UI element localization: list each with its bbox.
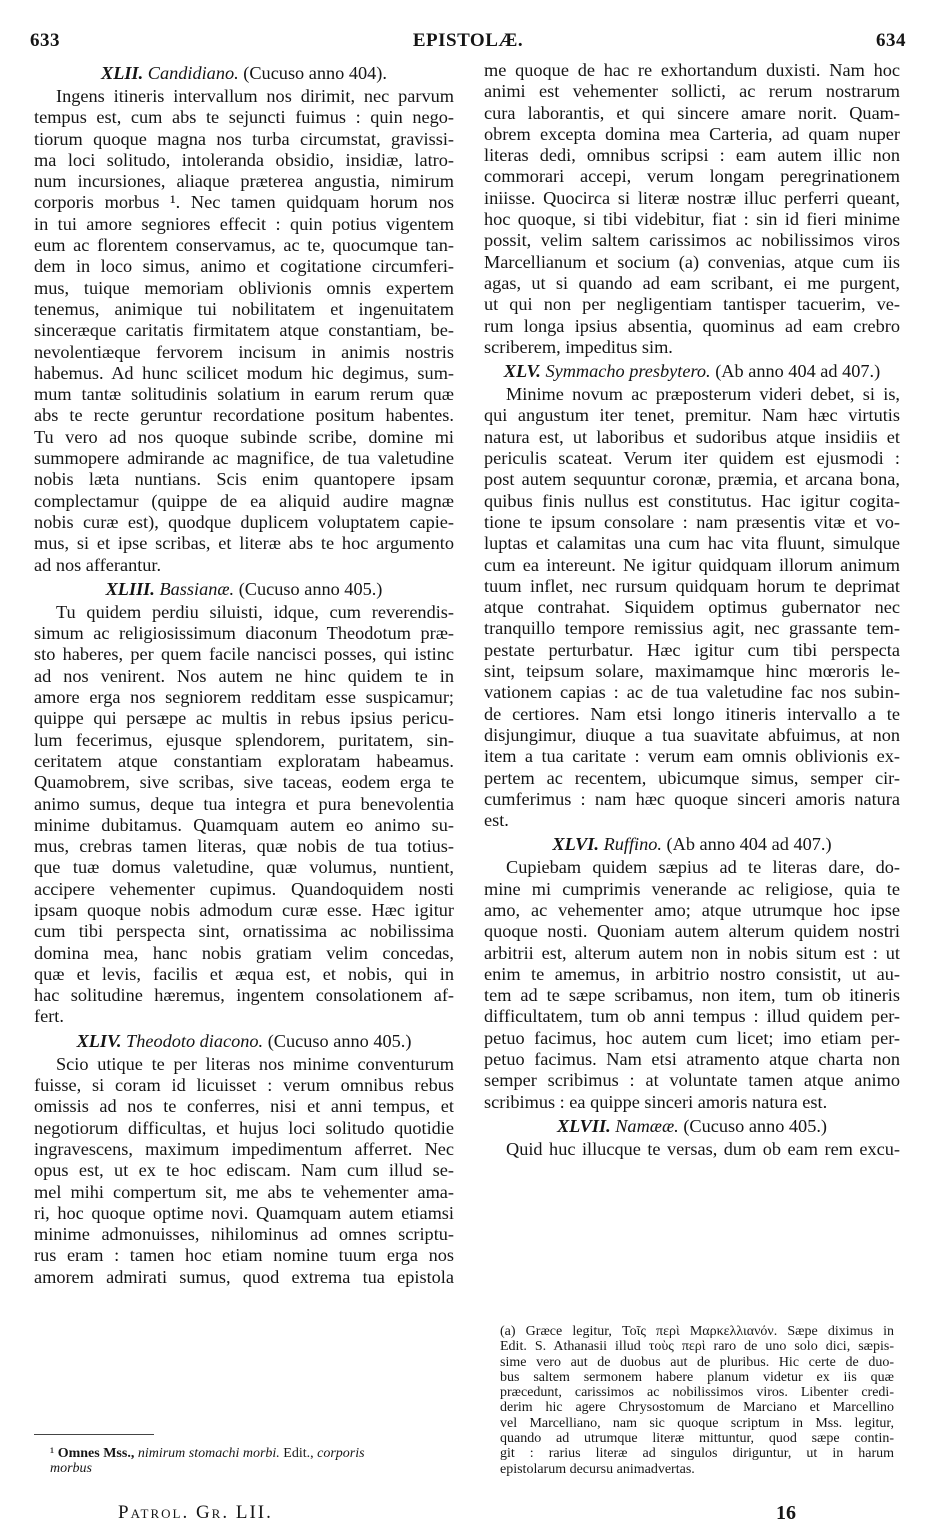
text-line: dem in loco simus, animo et cogitatione circumferi- xyxy=(34,256,454,277)
text-line: hoc quoque, si tibi videbitur, fiat : sin id fieri minime xyxy=(484,209,900,230)
text-line: luptas et calamitas una cum hac vita fluunt, simulque xyxy=(484,533,900,554)
text-line: fuisse, si coram id licuisset : verum omnibus rebus xyxy=(34,1075,454,1096)
text-line: ingravescens, maximum impedimentum afferret. Nec xyxy=(34,1138,454,1159)
text-line: Edit. S. Athanasii illud τοὺς περὶ raro de uno solo dici, sæpis- xyxy=(500,1339,894,1355)
text-line: nevolentiæque fervorem incisum in animis nostris xyxy=(34,341,454,362)
text-line: commorari accepi, verum longam peregrinationem xyxy=(484,166,900,187)
text-line: tenemus, animique tui nobilitatem et ingenuitatem xyxy=(34,298,454,319)
footnote-mark: ¹ xyxy=(50,1446,55,1461)
letter-number: XLIV. xyxy=(76,1030,122,1051)
text-line: mus, crebras tamen literas, quæ nobis de tua totius- xyxy=(34,836,454,857)
text-line: complectamur (quippe de ea aliquid audire magnæ xyxy=(34,490,454,511)
letter-title-xliii xyxy=(34,577,454,601)
left-column xyxy=(34,60,454,1288)
footnote-left xyxy=(50,1446,450,1477)
text-line: agas, ut si quando ad eam scribant, ei me purgent, xyxy=(484,272,900,293)
text-line: habemus. Ad hunc scilicet modum hic degimus, sum- xyxy=(34,362,454,383)
text-line: est. xyxy=(484,810,509,831)
text-line: omissis ad nos te conferres, nisi et anni tempus, et xyxy=(34,1096,454,1117)
text-line: quando ad utrumque literæ mittuntur, quod sæpe contin- xyxy=(500,1431,894,1447)
text-line: literas dedi, omnibus scripsi : eam autem illic non xyxy=(484,145,900,166)
text-line: (a) Græce legitur, Τοῖς περὶ Μαρκελλιανόν. Sæpe diximus in xyxy=(500,1324,894,1339)
letter-title-xlv xyxy=(484,359,900,383)
text-line: difficultatem, tum ob anni tempus : illud quidem per- xyxy=(484,1006,900,1027)
text-line: opus est, ut ex te hoc ediscam. Nam cum illud se- xyxy=(34,1160,454,1181)
letter-body-xlvii xyxy=(484,1139,900,1160)
text-line: animo sumus, deque tua integra et pura benevolentia xyxy=(34,793,454,814)
text-line: item a tua caritate : verum eam omnis oblivionis ex- xyxy=(484,746,900,767)
text-line: Scio utique te per literas nos minime conventurum xyxy=(56,1053,454,1074)
text-line: vationem capias : ac de tua valetudine fac nos subin- xyxy=(484,682,900,703)
text-line: ri, hoc quoque optime novi. Quamquam autem etiamsi xyxy=(34,1202,454,1223)
text-line: lum fecerimus, ejusque splendorem, puritatem, sin- xyxy=(34,729,454,750)
text-line: mine mi cumprimis venerande ac religiose, quia te xyxy=(484,878,900,899)
text-line: quæ et levis, facilis et æqua est, et nobis, qui in xyxy=(34,963,454,984)
letter-date: (Cucuso anno 405.) xyxy=(238,578,383,599)
text-line: cura laborantis, et qui sincere amare norit. Quam- xyxy=(484,102,900,123)
text-line: mel mihi compertum sit, me abs te vehementer ama- xyxy=(34,1181,454,1202)
text-line: Ingens itineris intervallum nos dirimit, nec parvum xyxy=(56,86,454,106)
page-number-right: 634 xyxy=(876,30,906,51)
text-line: fert. xyxy=(34,1006,64,1027)
letter-date: (Ab anno 404 ad 407.) xyxy=(715,361,881,382)
text-line: amorem admirati sumus, quod extrema tua epistola xyxy=(34,1266,454,1287)
text-line: semper scribimus : at voluntate tamen atque animo xyxy=(484,1070,900,1091)
text-line: me quoque de hac re exhortandum duxisti. Nam hoc xyxy=(484,60,900,80)
text-line: quoque nosti. Quoniam autem alterum quidem nostri xyxy=(484,921,900,942)
letter-date: (Cucuso anno 404). xyxy=(243,63,387,83)
text-line: sime vero aut de duobus aut de pluribus. Hic certe de duo- xyxy=(500,1354,894,1370)
letter-addressee: Theodoto diacono. xyxy=(126,1030,264,1051)
text-line: eum ac florentem conservamus, ac te, quocumque tan- xyxy=(34,235,454,256)
text-line: corporis morbus ¹. Nec tamen quidquam horum nos xyxy=(34,192,454,213)
text-line: mum tantæ solitudinis solatium in earum rerum quæ xyxy=(34,384,454,405)
text-line: tiorum quoque magna nos turba circumstat, gravissi- xyxy=(34,128,454,149)
letter-body-xliv xyxy=(34,1054,454,1288)
text-line: qui angustum iter tenet, premitur. Nam hæc virtutis xyxy=(484,405,900,426)
letter-date: (Cucuso anno 405.) xyxy=(267,1030,412,1051)
text-line: disjungimur, diuque a tua suavitate abfuimus, at non xyxy=(484,724,900,745)
text-line: Cupiebam quidem sæpius ad te literas dare, do- xyxy=(506,857,900,878)
text-line: accipere vehementer cupimus. Quandoquidem nosti xyxy=(34,878,454,899)
text-line: que tuæ domus valetudine, quæ volumus, nuntient, xyxy=(34,857,454,878)
letter-number: XLVII. xyxy=(556,1115,611,1136)
text-line: num incursiones, aliaque præterea angustia, nimirum xyxy=(34,171,454,192)
letter-body-xlvi xyxy=(484,857,900,1113)
letter-number: XLIII. xyxy=(105,578,155,599)
text-line: tione te ipsum consolare : nam præsentis vitæ et vo- xyxy=(484,511,900,532)
text-line: Tu quidem perdiu siluisti, idque, cum reverendis- xyxy=(56,601,454,622)
footnote-italic: morbus xyxy=(50,1461,93,1477)
running-title: EPISTOLÆ. xyxy=(412,30,524,51)
letter-addressee: Namææ. xyxy=(615,1115,679,1136)
text-line: cumferimus : nam hæc quoque sinceri amoris natura xyxy=(484,788,900,809)
text-line: quibus finis nullus est constitutus. Hac igitur cogita- xyxy=(484,490,900,511)
text-line: ut qui non per negligentiam tantisper tacuerim, ve- xyxy=(484,294,900,315)
text-line: post autem sequuntur coronæ, præmia, et arcana bona, xyxy=(484,469,900,490)
text-line: petuo facimus. Nam etsi atramento atque charta non xyxy=(484,1049,900,1070)
signature-mark-left: Patrol. Gr. LII. xyxy=(118,1502,273,1523)
text-line: amore erga nos segniorem redditam esse suspicamur; xyxy=(34,687,454,708)
text-line: pertem ac recentem, ubicumque simus, semper cir- xyxy=(484,767,900,788)
text-line: ad nos venirent. Nos autem ne hinc quidem te in xyxy=(34,665,454,686)
footnote-right xyxy=(500,1324,894,1477)
text-line: Marcellianum et socium (a) convenias, atque cum iis xyxy=(484,251,900,272)
letter-addressee: Ruffino. xyxy=(603,834,662,855)
letter-number: XLII. xyxy=(101,63,144,83)
text-line: mus, tuique memoriam oblivionis omnis expertem xyxy=(34,277,454,298)
text-line: enim te amemus, in arbitrio nostro consistit, ut au- xyxy=(484,963,900,984)
text-line: vel Marcelliano, nam sic quoque scriptum in Mss. legitur, xyxy=(500,1415,894,1431)
text-line: sint, teipsum solare, maximamque hinc mœroris le- xyxy=(484,661,900,682)
text-line: Quid huc illucque te versas, dum ob eam rem excu- xyxy=(506,1138,900,1159)
text-line: possit, velim saltem carissimos ac nobilissimos viros xyxy=(484,230,900,251)
letter-title-xlvi xyxy=(484,832,900,856)
text-line: ad nos afferantur. xyxy=(34,554,162,575)
text-line: mus, si et ipse scribas, et literæ abs te hoc argumento xyxy=(34,533,454,554)
footnote-rule-left xyxy=(34,1434,154,1435)
text-line: atque contrahat. Siquidem optimus gubernator nec xyxy=(484,597,900,618)
text-line: sto haberes, per quem facile nancisci posses, qui istinc xyxy=(34,644,454,665)
letter-title-xlvii xyxy=(484,1114,900,1138)
text-line: ipsam quoque nobis admodum curæ esse. Hæc igitur xyxy=(34,899,454,920)
text-line: quippe qui persæpe ac multis in rebus ipsius pericu- xyxy=(34,708,454,729)
text-line: git : rarius literæ ad singulos diriguntur, ut in harum xyxy=(500,1446,894,1462)
text-line: ma loci solitudo, intoleranda obsidio, insidiæ, latro- xyxy=(34,149,454,170)
right-column xyxy=(484,60,900,1160)
text-line: obrem excepta domina mea Carteria, ad quam nuper xyxy=(484,123,900,144)
text-line: rus eram : tamen hoc etiam nomine tuum erga nos xyxy=(34,1245,454,1266)
text-line: natura est, ut laboribus et sudoribus atque insidiis et xyxy=(484,426,900,447)
text-line: petuo facimus, hoc autem cum licet; imo etiam per- xyxy=(484,1027,900,1048)
footnote-italic: corporis xyxy=(317,1446,365,1461)
text-line: abs te recte geruntur recordatione positum habentes. xyxy=(34,405,454,426)
text-line: summopere admirande ac magnifice, de tua valetudine xyxy=(34,448,454,469)
text-line: tranquillo tempore remissius agit, nec grassante tem- xyxy=(484,618,900,639)
text-line: tem ad te sæpe scribamus, non item, tum ob itineris xyxy=(484,985,900,1006)
text-line: simum ac religiosissimum diaconum Theodotum præ- xyxy=(34,623,454,644)
letter-title-xlii xyxy=(34,61,454,85)
text-line: scriberem, impeditus sim. xyxy=(484,336,673,357)
footnote-italic: nimirum stomachi morbi. xyxy=(137,1446,280,1461)
letter-date: (Ab anno 404 ad 407.) xyxy=(666,834,832,855)
text-line: Quamobrem, sive scribas, sive taceas, eodem erga te xyxy=(34,772,454,793)
text-line: in tui amore segniores effecit : quin potius vigentem xyxy=(34,213,454,234)
text-line: periculis scateat. Verum iter quidem est ejusmodi : xyxy=(484,448,900,469)
text-line: ceritatem atque constantiam exploratam habeamus. xyxy=(34,750,454,771)
text-line: scribimus : ea quippe sinceri amoris natura est. xyxy=(484,1091,828,1112)
text-line: præcedunt, carissimos ac nobilissimos viros. Libenter credi- xyxy=(500,1385,894,1401)
text-line: cum ea intereunt. Ne igitur quidquam illorum animum xyxy=(484,554,900,575)
text-line: domina mea, hanc nobis gratiam velim concedas, xyxy=(34,942,454,963)
text-line: pestate perturbatur. Hæc igitur cum tibi perspecta xyxy=(484,639,900,660)
letter-number: XLV. xyxy=(503,361,541,382)
letter-body-xliv-continued xyxy=(484,60,900,358)
letter-addressee: Symmacho presbytero. xyxy=(545,361,711,382)
letter-addressee: Bassianæ. xyxy=(159,578,235,599)
letter-body-xlv xyxy=(484,384,900,831)
text-line: cum tibi perspecta sint, ornatissima ac nobilissima xyxy=(34,921,454,942)
text-line: arbitrii est, alterum autem non in nobis situm est : ut xyxy=(484,942,900,963)
letter-date: (Cucuso anno 405.) xyxy=(683,1115,828,1136)
page-number-left: 633 xyxy=(30,30,60,51)
text-line: amo, ac vehementer amo; atque utrumque hoc ipse xyxy=(484,899,900,920)
letter-title-xliv xyxy=(34,1029,454,1053)
text-line: bus saltem sermonem habere planum videtur ex iis quæ xyxy=(500,1369,894,1385)
text-line: negotiorum difficultas, et hujus loci solitudo quotidie xyxy=(34,1117,454,1138)
text-line: nobis læta nuntians. Scis enim quantopere ipsam xyxy=(34,469,454,490)
text-line: Tu vero ad nos quoque subinde scribe, domine mi xyxy=(34,426,454,447)
text-line: tuum inflet, nec rursum quidquam horum te deprimat xyxy=(484,575,900,596)
text-line: animi est vehementer sollicti, ac rerum nostrarum xyxy=(484,81,900,102)
text-line: nobis curæ est), quodque duplicem voluptatem capie- xyxy=(34,511,454,532)
text-line: epistolarum decursu animadvertas. xyxy=(500,1461,695,1477)
letter-body-xlii xyxy=(34,86,454,576)
text-line: iniisse. Quocirca si literæ nostræ illuc perferri queant, xyxy=(484,187,900,208)
letter-number: XLVI. xyxy=(552,834,599,855)
signature-mark-right: 16 xyxy=(776,1502,796,1524)
text-line: Minime novum ac præposterum videri debet, si is, xyxy=(506,384,900,405)
letter-body-xliii xyxy=(34,602,454,1028)
letter-addressee: Candidiano. xyxy=(147,63,239,83)
footnote-text: Edit., xyxy=(279,1446,318,1461)
text-line: tempus est, cum abs te sejuncti fuimus : quin nego- xyxy=(34,107,454,128)
footnote-text: Omnes Mss., xyxy=(57,1446,138,1461)
text-line: sinceræque caritatis firmitatem atque constantiam, be- xyxy=(34,320,454,341)
text-line: rum longa ipsius absentia, quominus ad eam crebro xyxy=(484,315,900,336)
text-line: minime admonuisses, nihilominus ad omnes scriptu- xyxy=(34,1224,454,1245)
text-line: de certiores. Nam etsi longo itineris intervallo a te xyxy=(484,703,900,724)
text-line: minime dubitamus. Quamquam autem eo animo su- xyxy=(34,814,454,835)
text-line: hac solitudine hæremus, ingentem consolationem af- xyxy=(34,985,454,1006)
text-line: derim hic agere Chrysostomum de Marciano et Marcellino xyxy=(500,1400,894,1416)
